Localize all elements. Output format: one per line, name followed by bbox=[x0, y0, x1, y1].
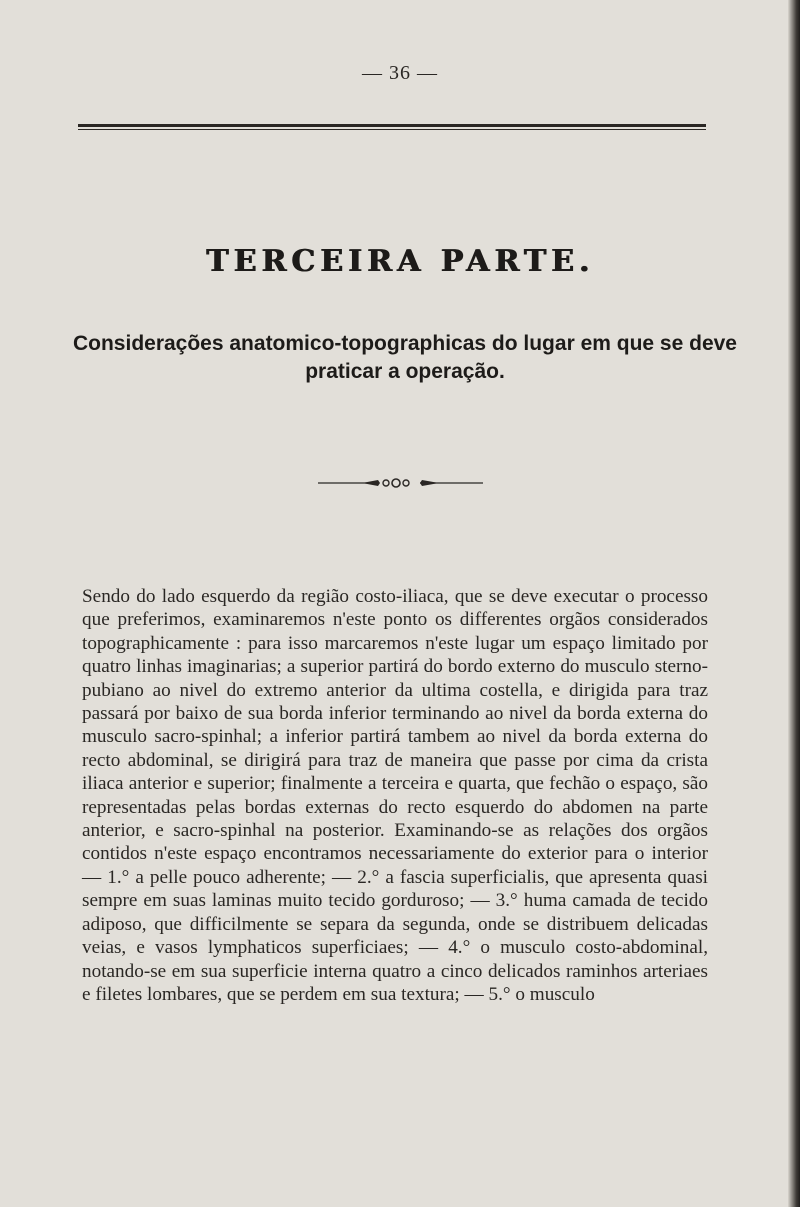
header-rule-thick bbox=[78, 124, 706, 127]
body-text bbox=[82, 585, 708, 1006]
part-title: TERCEIRA PARTE. bbox=[205, 244, 595, 279]
page-number: — 36 — bbox=[362, 62, 438, 84]
body-paragraph: Sendo do lado esquerdo da região costo-iliaca, que se deve executar o processo que preferimos, examinaremos n'este ponto os differentes orgãos considerados topographicamente : para isso marcaremos n'este lugar um espaço limitado por quatro linhas imaginarias; a superior partirá do bordo externo do musculo sterno-pubiano ao nivel do extremo anterior da ultima costella, e dirigida para traz passará por baixo de sua borda inferior terminando ao nivel da borda externa do musculo sacro-spinhal; a inferior partirá tambem ao nivel da borda externa do recto abdominal, se dirigirá para traz de maneira que passe por cima da crista iliaca anterior e superior; finalmente a terceira e quarta, que fechão o espaço, são representadas pelas bordas externas do recto esquerdo do abdomen na parte anterior, e sacro-spinhal na posterior. Examinando-se as relações dos orgãos contidos n'este espaço encontramos necessariamente do exterior para o interior — 1.° a pelle pouco adherente; — 2.° a fascia superficialis, que apresenta quasi sempre em suas laminas muito tecido gorduroso; — 3.° huma camada de tecido adiposo, que difficilmente se separa da segunda, onde se distribuem delicadas veias, e vasos lymphaticos superficiaes; — 4.° o musculo costo-abdominal, notando-se em sua superficie interna quatro a cinco delicados raminhos arteriaes e filetes lombares, que se perdem em sua textura; — 5.° o musculo bbox=[82, 586, 708, 1005]
header-rule-thin bbox=[78, 129, 706, 130]
section-title: Considerações anatomico-topographicas do lugar em que se deve praticar a operação. bbox=[72, 332, 737, 383]
ornament-divider-icon bbox=[318, 473, 483, 493]
page-edge-shadow bbox=[788, 0, 800, 1207]
